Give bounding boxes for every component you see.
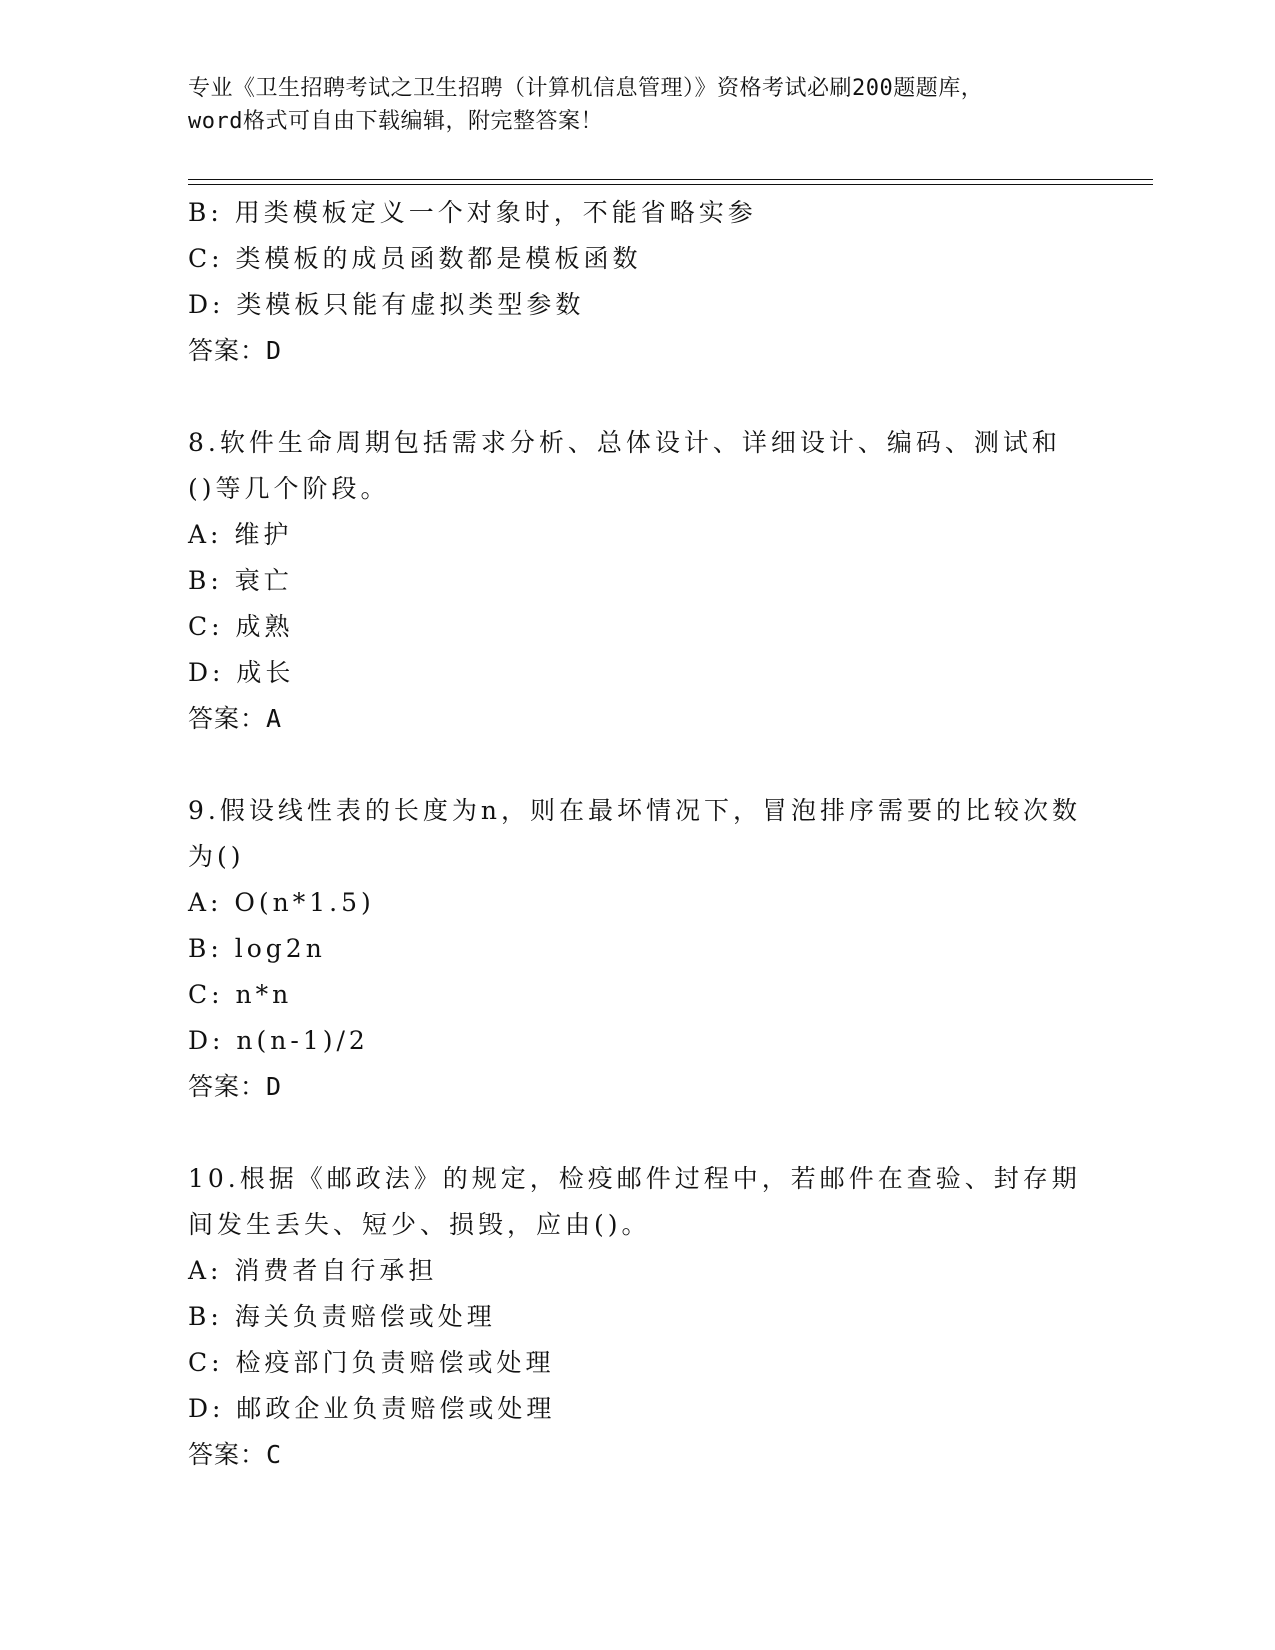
option-d: D: 类模板只能有虚拟类型参数 xyxy=(188,290,585,319)
question-stem-line: 10.根据《邮政法》的规定，检疫邮件过程中，若邮件在查验、封存期 xyxy=(188,1164,1081,1193)
option-d: D: 邮政企业负责赔偿或处理 xyxy=(188,1394,556,1423)
question-stem-line: 为() xyxy=(188,842,245,871)
answer-line: 答案：A xyxy=(188,704,283,733)
option-b: B: log2n xyxy=(188,934,326,963)
header-divider-bottom xyxy=(188,184,1153,185)
spacer xyxy=(188,742,1128,788)
header-title-line-1: 专业《卫生招聘考试之卫生招聘（计算机信息管理）》资格考试必刷200题题库， xyxy=(188,76,984,101)
header-divider-top xyxy=(188,179,1153,180)
option-a: A: 维护 xyxy=(188,520,293,549)
option-b: B: 用类模板定义一个对象时，不能省略实参 xyxy=(188,198,757,227)
question-list xyxy=(188,190,1128,1478)
spacer xyxy=(188,1110,1128,1156)
question-9 xyxy=(188,788,1128,1110)
answer-line: 答案：D xyxy=(188,336,283,365)
option-b: B: 衰亡 xyxy=(188,566,293,595)
question-stem-line: ()等几个阶段。 xyxy=(188,474,390,503)
option-d: D: n(n-1)/2 xyxy=(188,1026,369,1055)
answer-line: 答案：C xyxy=(188,1440,283,1469)
question-stem-line: 8.软件生命周期包括需求分析、总体设计、详细设计、编码、测试和 xyxy=(188,428,1061,457)
option-c: C: 成熟 xyxy=(188,612,294,641)
option-a: A: 消费者自行承担 xyxy=(188,1256,438,1285)
question-7-continued xyxy=(188,190,1128,374)
spacer xyxy=(188,374,1128,420)
option-b: B: 海关负责赔偿或处理 xyxy=(188,1302,496,1331)
question-stem-line: 间发生丢失、短少、损毁，应由()。 xyxy=(188,1210,651,1239)
answer-line: 答案：D xyxy=(188,1072,283,1101)
question-8 xyxy=(188,420,1128,742)
question-stem-line: 9.假设线性表的长度为n，则在最坏情况下，冒泡排序需要的比较次数 xyxy=(188,796,1081,825)
option-c: C: 类模板的成员函数都是模板函数 xyxy=(188,244,642,273)
question-10 xyxy=(188,1156,1128,1478)
option-c: C: n*n xyxy=(188,980,293,1009)
option-d: D: 成长 xyxy=(188,658,295,687)
option-a: A: O(n*1.5) xyxy=(188,888,375,917)
header-title-line-2: word格式可自由下载编辑，附完整答案！ xyxy=(188,109,603,134)
document-header xyxy=(188,72,1088,138)
option-c: C: 检疫部门负责赔偿或处理 xyxy=(188,1348,555,1377)
